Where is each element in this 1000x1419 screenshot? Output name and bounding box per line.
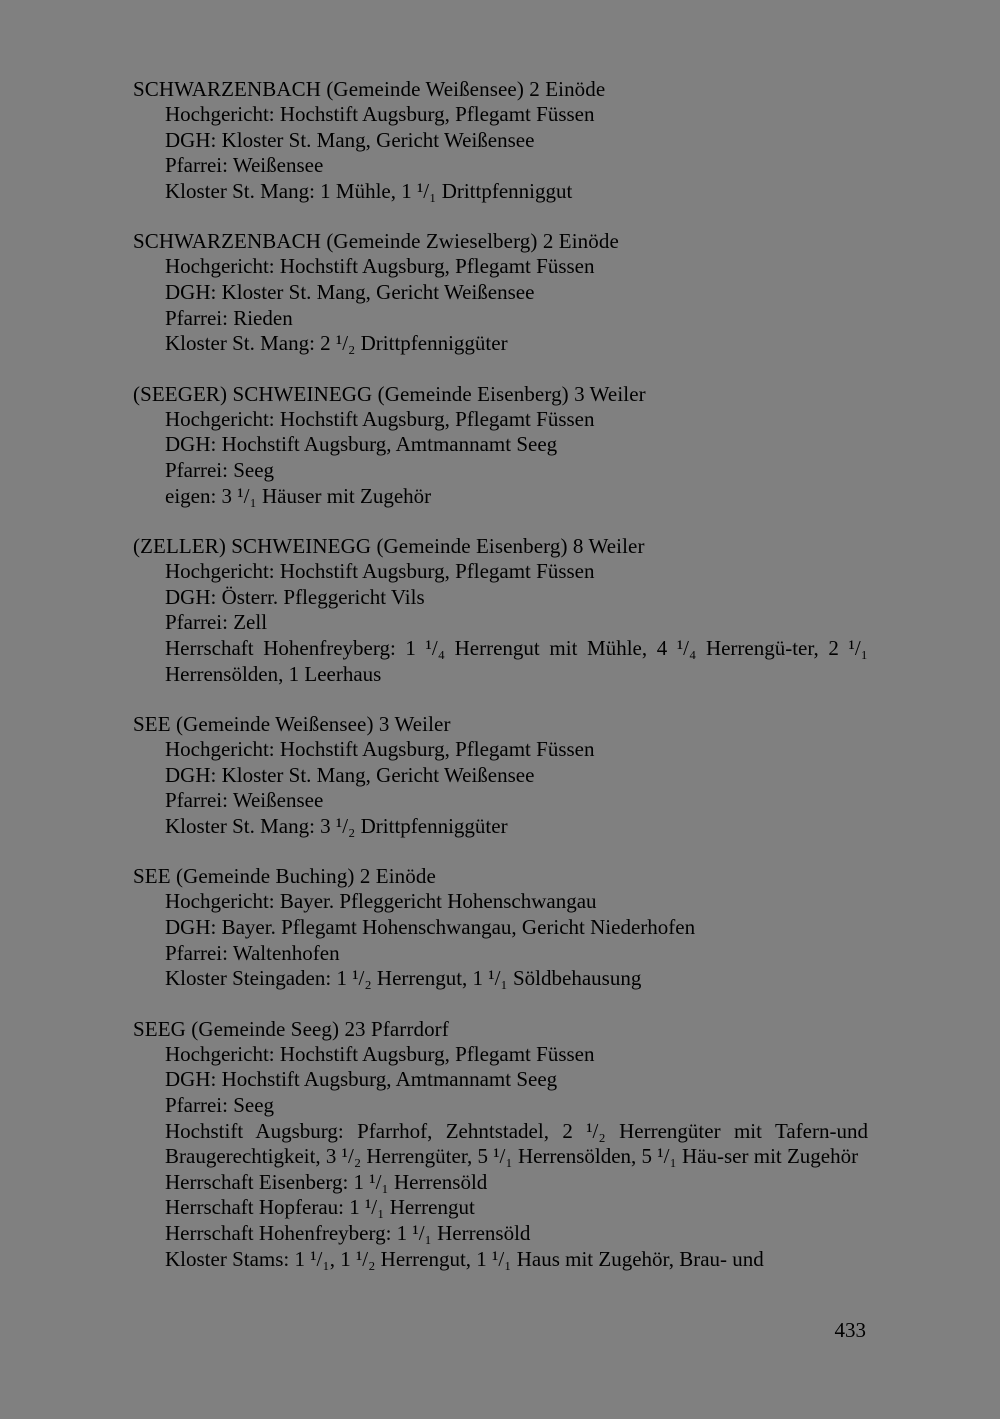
entry-line: Pfarrei: Weißensee	[165, 153, 324, 178]
entry-line: DGH: Kloster St. Mang, Gericht Weißensee	[165, 127, 535, 152]
entry-line: Hochgericht: Hochstift Augsburg, Pflegamt Füssen	[165, 406, 595, 431]
entry-line: Hochgericht: Hochstift Augsburg, Pflegamt Füssen	[165, 102, 595, 126]
entry-zeller-schweinegg	[133, 533, 868, 687]
entry-line: eigen: 3 ¹/₁ Häuser mit Zugehör	[165, 483, 432, 508]
entry-line: DGH: Kloster St. Mang, Gericht Weißensee	[165, 762, 535, 787]
entry-line: Kloster St. Mang: 1 Mühle, 1 ¹/₁ Drittpfenniggut	[165, 178, 573, 203]
entry-line: Pfarrei: Seeg	[165, 457, 275, 482]
entry-line: DGH: Kloster St. Mang, Gericht Weißensee	[165, 279, 535, 304]
entry-line: Herrschaft Hohenfreyberg: 1 ¹/₄ Herrengut mit Mühle, 4 ¹/₄ Herrengü-ter, 2 ¹/₁ Herrensölden, 1 Leerhaus	[165, 635, 868, 686]
entry-heading: SEEG (Gemeinde Seeg) 23 Pfarrdorf	[133, 1016, 449, 1041]
entry-line: Herrschaft Eisenberg: 1 ¹/₁ Herrensöld	[165, 1169, 488, 1194]
entry-line: Kloster Stams: 1 ¹/₁, 1 ¹/₂ Herrengut, 1 ¹/₁ Haus mit Zugehör, Brau- und	[165, 1246, 764, 1271]
entry-line: Hochgericht: Bayer. Pfleggericht Hohenschwangau	[165, 889, 597, 914]
entry-line: Herrschaft Hopferau: 1 ¹/₁ Herrengut	[165, 1195, 475, 1220]
entry-line: Pfarrei: Seeg	[165, 1093, 275, 1118]
entry-line: Pfarrei: Rieden	[165, 305, 293, 330]
entry-heading: (SEEGER) SCHWEINEGG (Gemeinde Eisenberg) 3 Weiler	[133, 381, 646, 406]
entry-schwarzenbach-zwieselberg	[133, 228, 868, 356]
entry-line: Hochgericht: Hochstift Augsburg, Pflegamt Füssen	[165, 559, 595, 584]
entry-heading: SCHWARZENBACH (Gemeinde Zwieselberg) 2 Einöde	[133, 229, 619, 254]
entry-line: Kloster Steingaden: 1 ¹/₂ Herrengut, 1 ¹/₁ Söldbehausung	[165, 966, 642, 991]
entry-line: Hochgericht: Hochstift Augsburg, Pflegamt Füssen	[165, 1041, 595, 1066]
entry-line: DGH: Bayer. Pflegamt Hohenschwangau, Gericht Niederhofen	[165, 915, 696, 940]
entry-heading: SEE (Gemeinde Weißensee) 3 Weiler	[133, 712, 451, 737]
entry-line: Pfarrei: Weißensee	[165, 788, 324, 813]
entry-heading: SCHWARZENBACH (Gemeinde Weißensee) 2 Einöde	[133, 77, 606, 101]
entry-seeger-schweinegg	[133, 381, 868, 509]
entry-see-buching	[133, 863, 868, 991]
entry-heading: SEE (Gemeinde Buching) 2 Einöde	[133, 864, 436, 889]
entry-line: Hochgericht: Hochstift Augsburg, Pflegamt Füssen	[165, 737, 595, 762]
entry-heading: (ZELLER) SCHWEINEGG (Gemeinde Eisenberg) 8 Weiler	[133, 534, 645, 559]
entry-line: Hochstift Augsburg: Pfarrhof, Zehntstadel, 2 ¹/₂ Herrengüter mit Tafern-und Braugerechtigkeit, 3 ¹/₂ Herrengüter, 5 ¹/₁ Herrensölden, 5 ¹/₁ Häu-ser mit Zugehör	[165, 1118, 868, 1169]
document-page	[133, 76, 868, 1296]
entry-line: DGH: Hochstift Augsburg, Amtmannamt Seeg	[165, 1067, 558, 1092]
entry-line: Herrschaft Hohenfreyberg: 1 ¹/₁ Herrensöld	[165, 1221, 531, 1245]
page-number: 433	[834, 1318, 866, 1342]
entry-seeg	[133, 1016, 868, 1272]
entry-schwarzenbach-weissensee	[133, 76, 868, 204]
entry-see-weissensee	[133, 711, 868, 839]
entry-line: Pfarrei: Waltenhofen	[165, 940, 340, 965]
entry-line: Hochgericht: Hochstift Augsburg, Pflegamt Füssen	[165, 254, 595, 279]
entry-line: Kloster St. Mang: 2 ¹/₂ Drittpfenniggüter	[165, 331, 508, 356]
entry-line: Kloster St. Mang: 3 ¹/₂ Drittpfenniggüter	[165, 813, 508, 838]
entry-line: Pfarrei: Zell	[165, 610, 268, 635]
entry-line: DGH: Österr. Pfleggericht Vils	[165, 584, 425, 609]
entry-line: DGH: Hochstift Augsburg, Amtmannamt Seeg	[165, 432, 558, 457]
